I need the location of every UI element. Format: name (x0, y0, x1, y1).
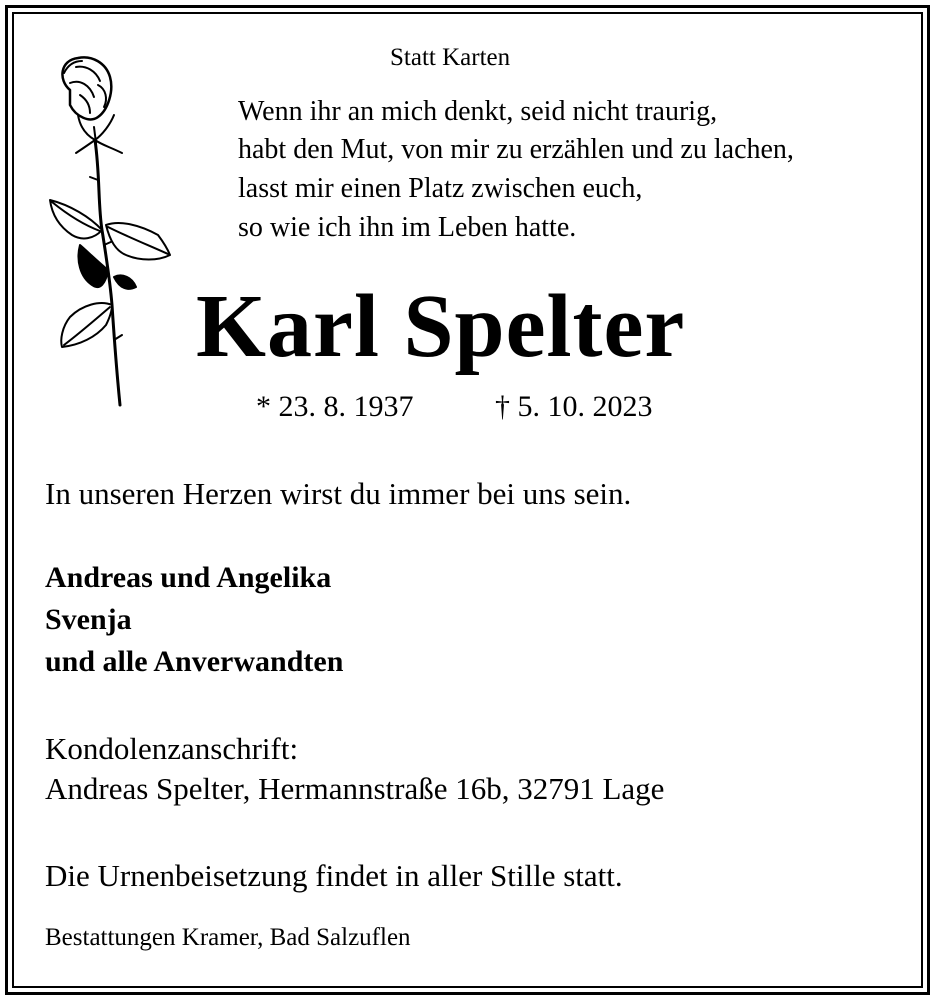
poem-line-2: habt den Mut, von mir zu erzählen und zu lachen, (238, 134, 794, 165)
poem-line-1: Wenn ihr an mich denkt, seid nicht traurig, (238, 96, 718, 127)
rose-icon (40, 55, 180, 415)
remembrance-text: In unseren Herzen wirst du immer bei uns sein. (45, 476, 632, 511)
condolence-label: Kondolenzanschrift: (45, 731, 299, 766)
header-text: Statt Karten (390, 44, 511, 71)
death-date: † 5. 10. 2023 (495, 390, 653, 423)
funeral-home: Bestattungen Kramer, Bad Salzuflen (45, 924, 411, 951)
birth-date: * 23. 8. 1937 (256, 390, 414, 423)
mourner-line-1: Andreas und Angelika (45, 561, 332, 594)
deceased-name: Karl Spelter (196, 277, 686, 376)
poem-line-4: so wie ich ihn im Leben hatte. (238, 212, 577, 243)
mourner-line-3: und alle Anverwandten (45, 645, 344, 678)
mourner-line-2: Svenja (45, 603, 132, 636)
poem-line-3: lasst mir einen Platz zwischen euch, (238, 173, 643, 204)
condolence-address: Andreas Spelter, Hermannstraße 16b, 32791 Lage (45, 771, 665, 806)
burial-note: Die Urnenbeisetzung findet in aller Stille statt. (45, 858, 623, 893)
